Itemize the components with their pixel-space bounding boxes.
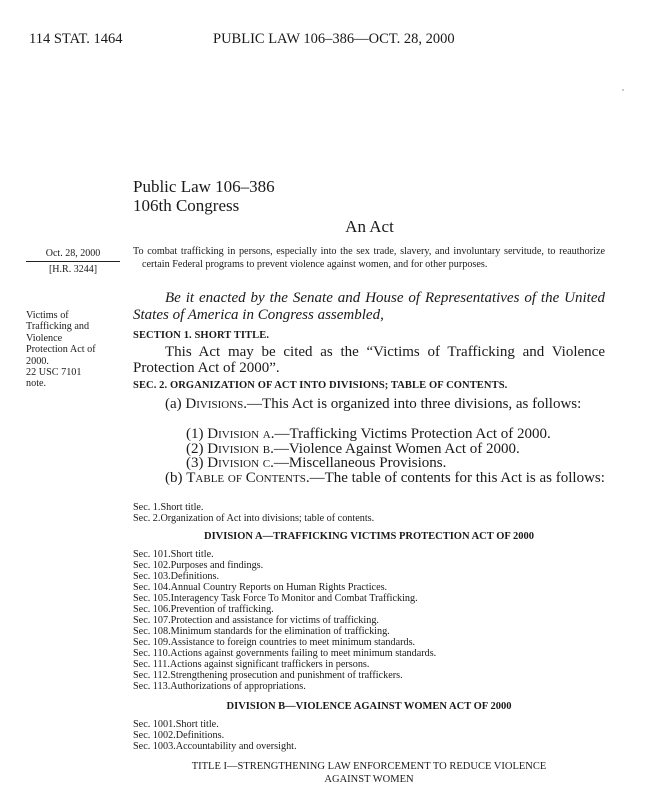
subsection-b-text: .—The table of contents for this Act is as follows: — [305, 470, 605, 486]
an-act-heading: An Act — [345, 217, 394, 236]
toc-entry — [133, 513, 605, 524]
toc-entry — [133, 502, 605, 513]
subsection-a-label: (a) — [165, 396, 186, 412]
division-item — [186, 427, 606, 442]
toc-section-title: Accountability and oversight. — [175, 741, 297, 752]
division-b-heading: DIVISION B—VIOLENCE AGAINST WOMEN ACT OF 2000 — [226, 701, 512, 712]
running-head-law: PUBLIC LAW 106–386—OCT. 28, 2000 — [213, 31, 455, 47]
toc-section-title: Minimum standards for the elimination of trafficking. — [170, 626, 390, 637]
toc-entry — [133, 615, 605, 626]
toc-entry — [133, 626, 605, 637]
section-1-text: This Act may be cited as the “Victims of Trafficking and Violence Protection Act of 2000”. — [133, 344, 605, 376]
divisions-list — [186, 427, 606, 471]
toc-entry — [133, 582, 605, 593]
toc-division-a — [133, 549, 605, 692]
subsection-a — [133, 397, 605, 412]
subsection-b — [133, 471, 605, 486]
toc-section-number: Sec. 106. — [133, 604, 171, 615]
long-title — [133, 245, 605, 271]
toc-entry — [133, 681, 605, 692]
toc-section-title: Short title. — [175, 719, 219, 730]
toc-section-number: Sec. 1. — [133, 502, 161, 513]
margin-note-line: Protection Act of — [26, 344, 96, 356]
section-1-heading: SECTION 1. SHORT TITLE. — [133, 330, 270, 341]
congress-label: 106th Congress — [133, 196, 240, 215]
division-text: .—Trafficking Victims Protection Act of 2000. — [270, 426, 551, 442]
toc-division-b — [133, 719, 605, 752]
public-law-title-block — [133, 177, 275, 215]
toc-section-number: Sec. 103. — [133, 571, 171, 582]
toc-entry — [133, 730, 605, 741]
division-text: .—Violence Against Women Act of 2000. — [270, 440, 520, 457]
division-item — [186, 456, 606, 471]
margin-note-line: Victims of — [26, 310, 69, 321]
toc-entry — [133, 670, 605, 681]
toc-section-number: Sec. 1003. — [133, 741, 176, 752]
toc-section-number: Sec. 104. — [133, 582, 171, 593]
margin-note-line: Trafficking and — [26, 321, 90, 333]
title-i-heading-line: AGAINST WOMEN — [324, 774, 414, 785]
toc-section-title: Interagency Task Force To Monitor and Combat Trafficking. — [170, 593, 418, 604]
toc-entry — [133, 637, 605, 648]
division-caption: Division a — [207, 426, 271, 442]
toc-section-title: Strengthening prosecution and punishment of traffickers. — [170, 670, 403, 681]
toc-section-number: Sec. 109. — [133, 637, 171, 648]
toc-section-title: Assistance to foreign countries to meet minimum standards. — [170, 637, 416, 648]
subsection-b-caption: Table of Contents — [186, 470, 306, 486]
division-a-heading: DIVISION A—TRAFFICKING VICTIMS PROTECTION ACT OF 2000 — [203, 531, 535, 542]
toc-section-number: Sec. 112. — [133, 670, 171, 681]
toc-entry — [133, 571, 605, 582]
toc-section-number: Sec. 111. — [133, 659, 170, 670]
long-title-text: To combat trafficking in persons, especially into the sex trade, slavery, and involuntary servitude, to reauthorize certain Federal programs to prevent violence against women, and for other purposes. — [133, 246, 605, 270]
toc-entry — [133, 648, 605, 659]
toc-section-number: Sec. 102. — [133, 560, 171, 571]
toc-section-title: Organization of Act into divisions; table of contents. — [160, 513, 375, 524]
toc-entry — [133, 560, 605, 571]
toc-entry — [133, 719, 605, 730]
toc-section-title: Actions against significant traffickers in persons. — [169, 659, 370, 670]
toc-section-title: Short title. — [160, 502, 204, 513]
subsection-a-text: .—This Act is organized into three divisions, as follows: — [243, 396, 582, 412]
toc-section-title: Annual Country Reports on Human Rights Practices. — [170, 582, 388, 593]
title-i-heading — [133, 760, 605, 786]
margin-note-line: note. — [26, 378, 47, 390]
toc-section-title: Prevention of trafficking. — [170, 604, 274, 615]
toc-section-number: Sec. 105. — [133, 593, 171, 604]
toc-entry — [133, 604, 605, 615]
toc-section-title: Authorizations of appropriations. — [170, 681, 306, 692]
toc-entry — [133, 659, 605, 670]
subsection-a-caption: Divisions — [185, 396, 244, 412]
enactment-date: Oct. 28, 2000 — [26, 247, 120, 262]
scan-speck — [622, 89, 624, 91]
toc-general — [133, 502, 605, 524]
toc-section-number: Sec. 1002. — [133, 730, 176, 741]
bill-number: [H.R. 3244] — [48, 264, 98, 275]
toc-section-number: Sec. 113. — [133, 681, 171, 692]
division-caption: Division c — [207, 455, 271, 471]
toc-section-number: Sec. 101. — [133, 549, 171, 560]
toc-section-number: Sec. 108. — [133, 626, 171, 637]
division-item — [186, 442, 606, 457]
toc-entry — [133, 549, 605, 560]
toc-section-title: Short title. — [170, 549, 214, 560]
toc-entry — [133, 741, 605, 752]
division-number: (1) — [186, 426, 208, 442]
margin-note-line: Violence — [26, 332, 63, 344]
toc-section-number: Sec. 1001. — [133, 719, 176, 730]
division-number: (2) — [186, 440, 208, 457]
division-number: (3) — [186, 455, 208, 471]
margin-note — [26, 310, 116, 390]
toc-section-title: Definitions. — [170, 571, 220, 582]
stat-page-number: 114 STAT. 1464 — [29, 31, 123, 47]
division-caption: Division b — [207, 440, 271, 457]
toc-section-title: Purposes and findings. — [170, 560, 264, 571]
toc-section-title: Protection and assistance for victims of trafficking. — [170, 615, 379, 626]
title-i-heading-line: TITLE I—STRENGTHENING LAW ENFORCEMENT TO REDUCE VIOLENCE — [191, 761, 547, 772]
section-2-heading: SEC. 2. ORGANIZATION OF ACT INTO DIVISIONS; TABLE OF CONTENTS. — [133, 380, 508, 391]
toc-section-number: Sec. 110. — [133, 648, 171, 659]
toc-section-number: Sec. 2. — [133, 513, 161, 524]
toc-entry — [133, 593, 605, 604]
subsection-b-label: (b) — [165, 470, 187, 486]
toc-section-number: Sec. 107. — [133, 615, 171, 626]
toc-section-title: Actions against governments failing to meet minimum standards. — [170, 648, 437, 659]
public-law-number: Public Law 106–386 — [133, 177, 275, 196]
margin-note-line: 2000. — [26, 355, 49, 367]
division-text: .—Miscellaneous Provisions. — [270, 455, 447, 471]
toc-section-title: Definitions. — [175, 730, 225, 741]
margin-note-line: 22 USC 7101 — [26, 367, 82, 379]
margin-date-block — [26, 247, 120, 276]
enacting-clause: Be it enacted by the Senate and House of Representatives of the United States of America in Congress assembled, — [133, 290, 605, 323]
